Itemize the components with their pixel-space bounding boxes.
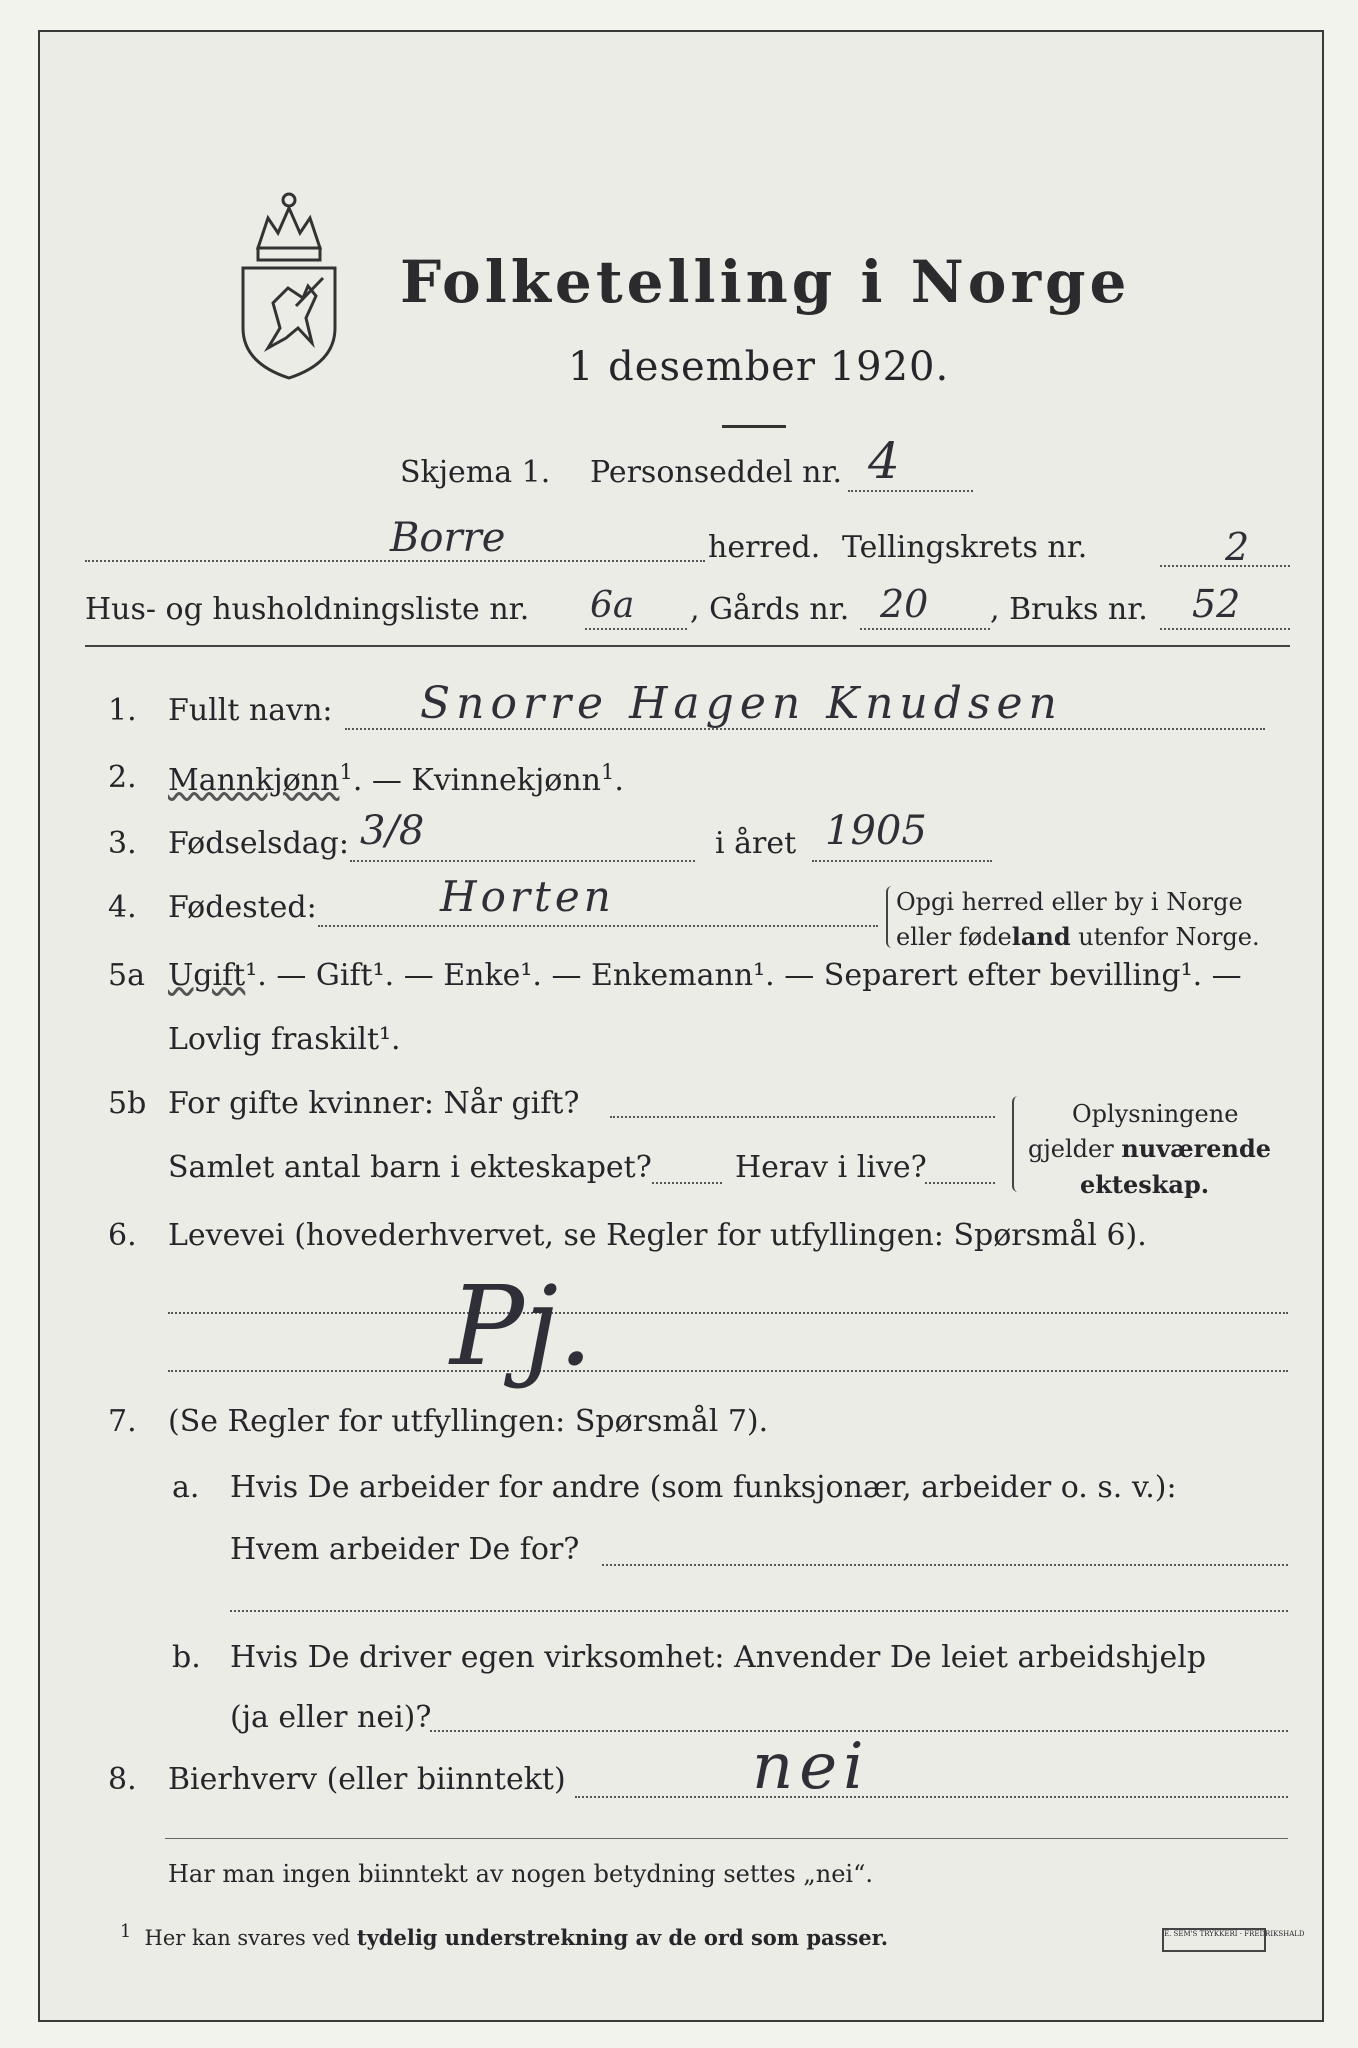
schema-label: Skjema 1. (400, 455, 551, 490)
q6-line1 (168, 1312, 1288, 1314)
title-divider (722, 425, 786, 428)
footnote-bold: tydelig understrekning av de ord som passer. (356, 1925, 889, 1950)
footer-separator (165, 1838, 1288, 1839)
census-date: 1 desember 1920. (568, 344, 950, 390)
q5a-line2[interactable]: Lovlig fraskilt¹. (168, 1022, 401, 1057)
form-title: Folketelling i Norge (400, 248, 1131, 316)
herred-label: herred. (708, 530, 821, 565)
footnote-mark: 1 (120, 1922, 132, 1942)
q7a-extra-line (230, 1610, 1288, 1612)
note-bold: nuværende (1121, 1134, 1272, 1163)
husliste-line (585, 628, 687, 630)
period: . (614, 763, 624, 798)
q3-year-line (812, 860, 992, 862)
q5b-married-line (610, 1116, 995, 1118)
q3-birth-year[interactable]: 1905 (825, 808, 927, 854)
q7b-letter: b. (172, 1640, 201, 1675)
q5b-number: 5b (108, 1086, 147, 1121)
bruks-label: , Bruks nr. (990, 592, 1148, 627)
footnote-ref: 1 (339, 760, 353, 784)
gards-label: , Gårds nr. (690, 592, 850, 627)
q1-number: 1. (108, 693, 137, 728)
husliste-label: Hus- og husholdningsliste nr. (85, 592, 530, 627)
q4-note-line1: Opgi herred eller by i Norge (896, 888, 1243, 916)
personseddel-label: Personseddel nr. (590, 455, 843, 490)
footnote (120, 1922, 888, 1950)
q3-label: Fødselsdag: (168, 826, 349, 861)
note-text: eller føde (896, 923, 1012, 951)
header-separator (85, 645, 1290, 647)
bruks-line (1160, 628, 1290, 630)
q7b-line1: Hvis De driver egen virksomhet: Anvender De leiet arbeidshjelp (230, 1640, 1207, 1675)
q1-label: Fullt navn: (168, 693, 333, 728)
q3-number: 3. (108, 826, 137, 861)
note-bold: land (1011, 922, 1071, 951)
q5b-children-line (652, 1182, 722, 1184)
tellingskrets-value[interactable]: 2 (1225, 525, 1250, 569)
q7a-line1: Hvis De arbeider for andre (som funksjonær, arbeider o. s. v.): (230, 1470, 1177, 1505)
q5b-note1: Oplysningene (1072, 1100, 1239, 1128)
q8-label: Bierhverv (eller biinntekt) (168, 1762, 566, 1797)
q3-birthday[interactable]: 3/8 (360, 808, 425, 854)
q6-number: 6. (108, 1218, 137, 1253)
q4-birthplace[interactable]: Horten (440, 872, 615, 921)
q7a-line2: Hvem arbeider De for? (230, 1532, 580, 1567)
q6-label: Levevei (hovederhvervet, se Regler for utfyllingen: Spørsmål 6). (168, 1218, 1147, 1253)
husliste-value[interactable]: 6a (590, 585, 635, 626)
q5b-note2 (1028, 1134, 1271, 1163)
q5b-line2a: Samlet antal barn i ekteskapet? (168, 1150, 652, 1185)
note-text: gjelder (1028, 1135, 1122, 1163)
q4-number: 4. (108, 890, 137, 925)
q5b-line2b: Herav i live? (735, 1150, 927, 1185)
q7-number: 7. (108, 1404, 137, 1439)
marital-options[interactable]: ¹. — Gift¹. — Enke¹. — Enkemann¹. — Separert efter bevilling¹. — (245, 958, 1242, 993)
gards-value[interactable]: 20 (880, 582, 929, 626)
footnote-text: Her kan svares ved (144, 1926, 357, 1950)
male-option[interactable]: Mannkjønn (168, 763, 340, 798)
q8-secondary-income[interactable]: nei (752, 1730, 870, 1804)
tellingskrets-label: Tellingskrets nr. (842, 530, 1088, 565)
personseddel-line (848, 490, 973, 492)
q5b-line1: For gifte kvinner: Når gift? (168, 1086, 580, 1121)
q6-line2 (168, 1370, 1288, 1372)
printer-mark: E. SEM'S TRYKKERI · FREDRIKSHALD (1162, 1928, 1266, 1952)
q7b-line2: (ja eller nei)? (230, 1700, 432, 1735)
q8-number: 8. (108, 1762, 137, 1797)
q7a-employer-line (602, 1564, 1288, 1566)
q4-label: Fødested: (168, 890, 317, 925)
q2-options (168, 760, 624, 798)
q5b-alive-line (925, 1182, 995, 1184)
q5b-brace (1012, 1096, 1022, 1192)
q4-brace (886, 886, 894, 948)
coat-of-arms-icon (228, 178, 350, 383)
q8-line (575, 1796, 1288, 1798)
q5b-note3: ekteskap. (1080, 1170, 1210, 1199)
q2-number: 2. (108, 760, 137, 795)
bruks-value[interactable]: 52 (1192, 582, 1241, 626)
female-option[interactable]: Kvinnekjønn (411, 763, 601, 798)
q5a-number: 5a (108, 958, 145, 993)
q3-year-label: i året (715, 826, 797, 861)
gards-line (860, 628, 990, 630)
q4-note-line2 (896, 922, 1260, 951)
personseddel-value[interactable]: 4 (868, 432, 900, 490)
q1-full-name[interactable]: Snorre Hagen Knudsen (420, 678, 1063, 729)
footer-note: Har man ingen biinntekt av nogen betydning settes „nei“. (168, 1860, 873, 1888)
q4-line (318, 925, 878, 927)
separator: . — (352, 763, 412, 798)
q3-day-line (350, 860, 695, 862)
ugift-option[interactable]: Ugift (168, 958, 246, 993)
q7-label: (Se Regler for utfyllingen: Spørsmål 7). (168, 1404, 769, 1439)
footnote-ref: 1 (600, 760, 615, 784)
q6-occupation[interactable]: Pj. (450, 1262, 594, 1390)
herred-value[interactable]: Borre (390, 515, 506, 561)
note-text: utenfor Norge. (1070, 923, 1260, 951)
q5a-options (168, 958, 1242, 993)
q7a-letter: a. (172, 1470, 200, 1505)
